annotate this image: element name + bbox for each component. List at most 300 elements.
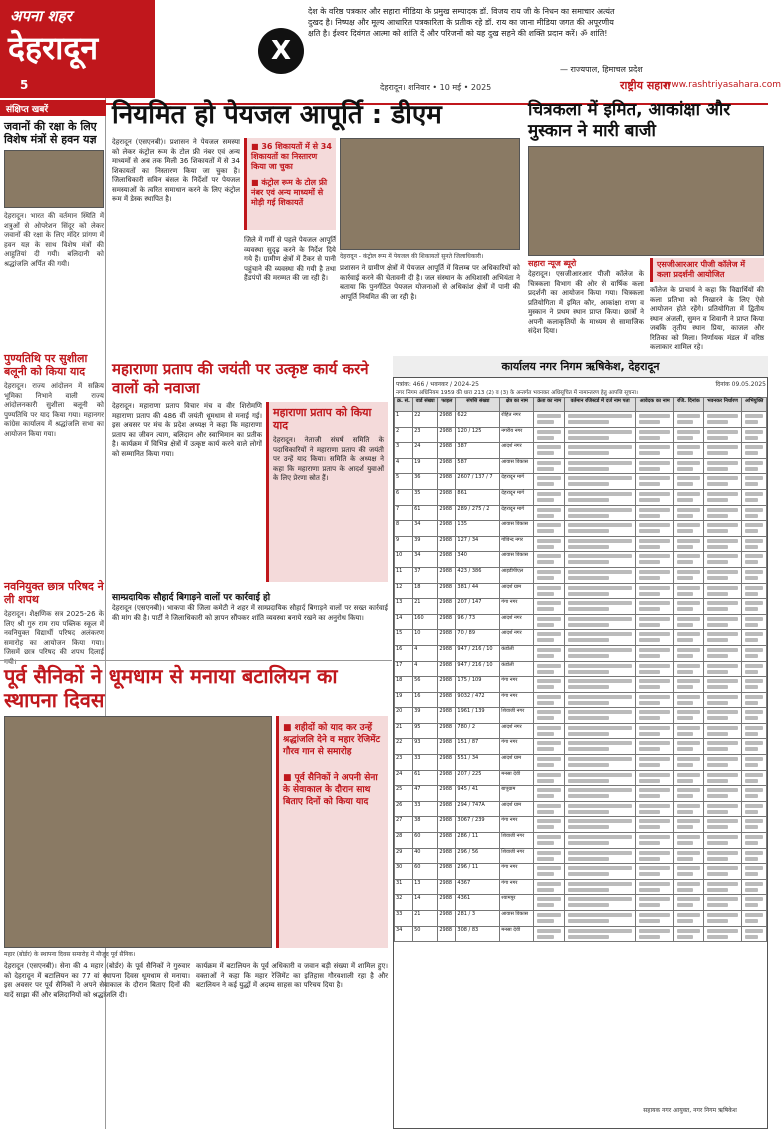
- bullet-icon: ■: [283, 723, 295, 733]
- notice-cell: 286 / 11: [456, 833, 500, 849]
- notice-row: [395, 661, 767, 677]
- notice-cell: कंडोली: [500, 661, 534, 677]
- notice-cell-text: [636, 412, 674, 428]
- notice-cell-text: [703, 770, 742, 786]
- text-line: [745, 476, 763, 480]
- text-line: [537, 445, 561, 449]
- notice-cell-text: [534, 708, 565, 724]
- quote-author: — राज्यपाल, हिमाचल प्रदेश: [560, 65, 643, 74]
- text-line: [639, 841, 660, 845]
- text-line: [537, 903, 554, 907]
- notice-cell-text: [636, 536, 674, 552]
- notice-cell: शिवाजी नगर: [500, 708, 534, 724]
- text-line: [707, 539, 739, 543]
- pratap-body: देहरादून। महाराणा प्रताप विचार मंच व वीर शिरोमणि महाराणा प्रताप की 486 वीं जयंती धूमधाम से मनाई गई। इस अवसर पर मंच के प्रदेश अध्यक्ष ने कहा कि महाराणा प्रताप का जीवन त्याग, बलिदान और स्वाभिमान का प्रतीक है। कार्यक्रम में विभिन्न क्षेत्रों में उत्कृष्ट कार्य करने वाले लोगों को सम्मानित किया गया।: [112, 402, 262, 458]
- text-line: [677, 445, 699, 449]
- text-line: [707, 576, 728, 580]
- text-line: [707, 726, 739, 730]
- text-line: [677, 882, 699, 886]
- notice-cell: 135: [456, 521, 500, 537]
- notice-cell: नगरीय नगर: [500, 427, 534, 443]
- pratap-box-body: देहरादून। नेताजी संघर्ष समिति के पदाधिकारियों ने महाराणा प्रताप की जयंती पर उन्हें याद किया। समिति के अध्यक्ष ने कहा कि महाराणा प्रताप के आदर्श युवाओं के लिए प्रेरणा स्रोत हैं।: [273, 436, 384, 482]
- text-line: [639, 851, 670, 855]
- text-line: [677, 476, 699, 480]
- text-line: [707, 664, 739, 668]
- text-line: [537, 545, 554, 549]
- text-line: [707, 779, 728, 783]
- text-line: [745, 482, 758, 486]
- text-line: [639, 498, 660, 502]
- notice-cell: 2988: [438, 864, 456, 880]
- notice-cell: 34: [413, 552, 438, 568]
- text-line: [745, 851, 763, 855]
- text-line: [745, 935, 758, 939]
- notice-cell: गंगा नगर: [500, 677, 534, 693]
- text-line: [707, 445, 739, 449]
- brief-news-header: संक्षिप्त खबरें: [0, 100, 106, 116]
- notice-cell-text: [674, 536, 703, 552]
- notice-row: [395, 692, 767, 708]
- notice-cell-text: [703, 505, 742, 521]
- notice-cell-text: [534, 739, 565, 755]
- veterans-photo-caption: महार (बोर्डर) के स्थापना दिवस समारोह में मौजूद पूर्व सैनिक।: [4, 951, 136, 958]
- text-line: [568, 482, 609, 486]
- text-line: [639, 623, 660, 627]
- text-line: [707, 685, 728, 689]
- text-line: [707, 430, 739, 434]
- notice-cell-text: [742, 879, 767, 895]
- text-line: [639, 664, 670, 668]
- notice-cell: 2988: [438, 412, 456, 428]
- text-line: [677, 430, 699, 434]
- notice-cell: 2988: [438, 926, 456, 942]
- veterans-body-2: कार्यक्रम में बटालियन के पूर्व अधिकारी व जवान बड़ी संख्या में शामिल हुए। वक्ताओं ने कहा कि महार रेजिमेंट का इतिहास गौरवशाली रहा है और बटालियन ने कई युद्धों में अदम्य साहस का परिचय दिया है।: [196, 962, 388, 989]
- text-line: [745, 773, 763, 777]
- notice-row: [395, 926, 767, 942]
- notice-cell: 31: [395, 879, 413, 895]
- notice-cell: 8: [395, 521, 413, 537]
- notice-table: [394, 397, 767, 1102]
- notice-row: [395, 536, 767, 552]
- page-number: 5: [20, 78, 29, 92]
- notice-cell-text: [565, 879, 636, 895]
- notice-cell-text: [674, 505, 703, 521]
- notice-cell-text: [565, 708, 636, 724]
- notice-cell: 780 / 2: [456, 723, 500, 739]
- notice-cell: 4361: [456, 895, 500, 911]
- notice-cell-text: [674, 864, 703, 880]
- text-line: [677, 467, 693, 471]
- notice-cell: 19: [413, 458, 438, 474]
- notice-cell-text: [674, 630, 703, 646]
- notice-cell-text: [565, 677, 636, 693]
- notice-cell: 27: [395, 817, 413, 833]
- notice-cell: 2988: [438, 630, 456, 646]
- harmony-body: देहरादून (एसएनबी)। भाकपा की जिला कमेटी ने शहर में साम्प्रदायिक सौहार्द बिगाड़ने वालों पर सख्त कार्रवाई की मांग की है। पार्टी ने जिलाधिकारी को ज्ञापन सौंपकर शांति व्यवस्था बनाये रखने का अनुरोध किया।: [112, 604, 388, 622]
- notice-cell: 4: [395, 458, 413, 474]
- text-line: [707, 716, 728, 720]
- notice-cell-text: [703, 801, 742, 817]
- notice-cell-text: [742, 895, 767, 911]
- notice-cell-text: [742, 458, 767, 474]
- text-line: [677, 623, 693, 627]
- text-line: [639, 695, 670, 699]
- notice-cell-text: [565, 521, 636, 537]
- notice-cell: 2988: [438, 786, 456, 802]
- notice-cell-text: [534, 489, 565, 505]
- text-line: [568, 882, 632, 886]
- notice-cell: 35: [413, 489, 438, 505]
- text-line: [639, 607, 660, 611]
- notice-cell-text: [742, 583, 767, 599]
- notice-cell-text: [674, 443, 703, 459]
- text-line: [639, 576, 660, 580]
- notice-cell: 2988: [438, 489, 456, 505]
- text-line: [745, 514, 758, 518]
- notice-cell-text: [742, 708, 767, 724]
- notice-cell-text: [534, 427, 565, 443]
- text-line: [537, 679, 561, 683]
- notice-cell-text: [565, 458, 636, 474]
- notice-cell: 38: [413, 817, 438, 833]
- notice-cell: 39: [413, 708, 438, 724]
- text-line: [707, 763, 728, 767]
- notice-cell: 13: [395, 599, 413, 615]
- text-line: [745, 607, 758, 611]
- text-line: [639, 648, 670, 652]
- text-line: [537, 913, 561, 917]
- notice-cell-text: [534, 692, 565, 708]
- notice-cell-text: [703, 536, 742, 552]
- text-line: [639, 451, 660, 455]
- notice-cell: देहरादून मार्ग: [500, 489, 534, 505]
- notice-cell-text: [742, 505, 767, 521]
- notice-cell-text: [674, 474, 703, 490]
- notice-cell-text: [703, 926, 742, 942]
- notice-cell-text: [534, 505, 565, 521]
- notice-cell-text: [565, 427, 636, 443]
- notice-cell: 4: [413, 645, 438, 661]
- notice-cell: गोविन्द नगर: [500, 536, 534, 552]
- text-line: [639, 554, 670, 558]
- text-line: [537, 451, 554, 455]
- text-line: [707, 607, 728, 611]
- text-line: [639, 919, 660, 923]
- text-line: [537, 794, 554, 798]
- notice-cell-text: [534, 723, 565, 739]
- text-line: [745, 716, 758, 720]
- lead-point-1: 36 शिकायतों में से 34 शिकायतों का निस्तारण किया जा चुका: [251, 142, 332, 171]
- notice-cell: आवास विकास: [500, 521, 534, 537]
- notice-cell: 25: [395, 786, 413, 802]
- text-line: [568, 498, 609, 502]
- notice-cell-text: [742, 536, 767, 552]
- notice-column-header: संपत्ति संख्या: [456, 398, 500, 412]
- notice-cell-text: [565, 848, 636, 864]
- notice-cell-text: [742, 474, 767, 490]
- notice-cell-text: [534, 879, 565, 895]
- notice-cell: 289 / 275 / 2: [456, 505, 500, 521]
- notice-cell-text: [703, 692, 742, 708]
- notice-cell: 2988: [438, 614, 456, 630]
- text-line: [568, 903, 609, 907]
- dateline: देहरादून। शनिवार • 10 मई • 2025: [380, 83, 492, 92]
- text-line: [537, 623, 554, 627]
- text-line: [537, 601, 561, 605]
- brief-story-3-body: देहरादून। शैक्षणिक सत्र 2025-26 के लिए श्री गुरु राम राय पब्लिक स्कूल में नवनियुक्त विद्यार्थी परिषद अलंकरण समारोह का आयोजन किया गया। जिसमें छात्र परिषद की शपथ दिलाई गयी।: [4, 610, 104, 666]
- notice-row: [395, 801, 767, 817]
- text-line: [707, 810, 728, 814]
- text-line: [707, 929, 739, 933]
- notice-cell: 33: [413, 801, 438, 817]
- text-line: [745, 732, 758, 736]
- text-line: [707, 679, 739, 683]
- text-line: [707, 935, 728, 939]
- text-line: [707, 514, 728, 518]
- text-line: [568, 420, 609, 424]
- notice-cell: 587: [456, 458, 500, 474]
- notice-cell: रोहित नगर: [500, 412, 534, 428]
- text-line: [707, 492, 739, 496]
- notice-cell: 21: [395, 723, 413, 739]
- text-line: [568, 560, 609, 564]
- text-line: [537, 819, 561, 823]
- text-line: [677, 757, 699, 761]
- notice-cell-text: [742, 926, 767, 942]
- notice-row: [395, 614, 767, 630]
- text-line: [707, 841, 728, 845]
- text-line: [537, 747, 554, 751]
- text-line: [677, 670, 693, 674]
- notice-cell: 2988: [438, 536, 456, 552]
- notice-cell-text: [703, 677, 742, 693]
- text-line: [568, 514, 609, 518]
- notice-cell-text: [636, 770, 674, 786]
- text-line: [677, 638, 693, 642]
- notice-cell-text: [703, 755, 742, 771]
- notice-cell-text: [534, 583, 565, 599]
- notice-cell-text: [674, 848, 703, 864]
- text-line: [568, 607, 609, 611]
- notice-cell-text: [674, 770, 703, 786]
- text-line: [745, 617, 763, 621]
- notice-row: [395, 864, 767, 880]
- text-line: [537, 825, 554, 829]
- notice-row: [395, 427, 767, 443]
- notice-cell-text: [674, 833, 703, 849]
- text-line: [568, 935, 609, 939]
- text-line: [537, 617, 561, 621]
- text-line: [568, 554, 632, 558]
- notice-cell: 61: [413, 505, 438, 521]
- text-line: [639, 492, 670, 496]
- lead-point-2: कंट्रोल रूम के टोल फ्री नंबर एवं अन्य माध्यमों से मोड़ी गई शिकायतें: [251, 178, 328, 207]
- text-line: [537, 664, 561, 668]
- notice-cell: कंडोली: [500, 645, 534, 661]
- text-line: [537, 773, 561, 777]
- website-link[interactable]: www.rashtriyasahara.com: [664, 80, 781, 90]
- text-line: [745, 788, 763, 792]
- text-line: [707, 476, 739, 480]
- brief-story-2: [4, 352, 104, 439]
- notice-cell-text: [565, 755, 636, 771]
- text-line: [568, 430, 632, 434]
- text-line: [745, 835, 763, 839]
- text-line: [568, 664, 632, 668]
- notice-cell-text: [703, 443, 742, 459]
- text-line: [707, 482, 728, 486]
- text-line: [677, 935, 693, 939]
- brief-story-3-headline: नवनियुक्त छात्र परिषद ने ली शपथ: [4, 580, 104, 606]
- notice-cell-text: [534, 864, 565, 880]
- text-line: [745, 592, 758, 596]
- notice-cell-text: [703, 645, 742, 661]
- notice-cell-text: [636, 879, 674, 895]
- text-line: [707, 545, 728, 549]
- notice-row: [395, 443, 767, 459]
- notice-cell-text: [534, 630, 565, 646]
- text-line: [537, 872, 554, 876]
- text-line: [707, 601, 739, 605]
- text-line: [568, 648, 632, 652]
- text-line: [677, 866, 699, 870]
- text-line: [677, 872, 693, 876]
- notice-cell: 1961 / 139: [456, 708, 500, 724]
- text-line: [568, 763, 609, 767]
- notice-cell: 2988: [438, 833, 456, 849]
- notice-cell-text: [636, 739, 674, 755]
- notice-cell-text: [636, 833, 674, 849]
- text-line: [677, 451, 693, 455]
- notice-cell: 387: [456, 443, 500, 459]
- notice-row: [395, 505, 767, 521]
- x-logo-icon: X: [258, 28, 304, 74]
- dm-control-room-photo: [340, 138, 520, 250]
- veterans-headline: पूर्व सैनिकों ने धूमधाम से मनाया बटालियन का स्थापना दिवस: [4, 664, 338, 712]
- veterans-point-1: शहीदों को याद कर उन्हें श्रद्धांजलि देने व महार रेजिमेंट गौरव गान से समारोह: [283, 723, 381, 757]
- text-line: [745, 492, 763, 496]
- text-line: [639, 747, 660, 751]
- notice-cell-text: [742, 489, 767, 505]
- text-line: [745, 414, 763, 418]
- text-line: [677, 732, 693, 736]
- text-line: [745, 576, 758, 580]
- brief-story-3: [4, 580, 104, 667]
- notice-cell-text: [674, 412, 703, 428]
- text-line: [707, 897, 739, 901]
- text-line: [639, 741, 670, 745]
- notice-cell-text: [674, 755, 703, 771]
- notice-cell: 423 / 386: [456, 567, 500, 583]
- text-line: [745, 560, 758, 564]
- notice-cell: 2988: [438, 755, 456, 771]
- notice-cell-text: [636, 848, 674, 864]
- notice-column-header: क्षेत्र का नाम: [500, 398, 534, 412]
- notice-column-header: फाइल: [438, 398, 456, 412]
- notice-cell: 26: [395, 801, 413, 817]
- notice-cell-text: [636, 864, 674, 880]
- text-line: [639, 420, 660, 424]
- text-line: [568, 835, 632, 839]
- text-line: [677, 514, 693, 518]
- notice-cell: 7: [395, 505, 413, 521]
- text-line: [745, 929, 763, 933]
- notice-cell-text: [565, 833, 636, 849]
- text-line: [745, 857, 758, 861]
- text-line: [707, 560, 728, 564]
- text-line: [745, 741, 763, 745]
- notice-cell-text: [742, 427, 767, 443]
- text-line: [639, 670, 660, 674]
- notice-cell-text: [703, 583, 742, 599]
- notice-row: [395, 458, 767, 474]
- text-line: [568, 716, 609, 720]
- notice-cell-text: [703, 864, 742, 880]
- text-line: [568, 701, 609, 705]
- notice-cell-text: [742, 739, 767, 755]
- text-line: [707, 804, 739, 808]
- text-line: [707, 757, 739, 761]
- text-line: [677, 461, 699, 465]
- text-line: [568, 523, 632, 527]
- text-line: [677, 851, 699, 855]
- notice-cell-text: [636, 427, 674, 443]
- notice-column-header: रजि. दिनांक: [674, 398, 703, 412]
- notice-cell-text: [742, 412, 767, 428]
- text-line: [639, 825, 660, 829]
- pratap-headline: महाराणा प्रताप की जयंती पर उत्कृष्ट कार्य करने वालों को नवाजा: [112, 360, 369, 397]
- notice-cell-text: [674, 817, 703, 833]
- text-line: [677, 420, 693, 424]
- notice-cell-text: [674, 427, 703, 443]
- notice-cell-text: [636, 552, 674, 568]
- notice-cell: 160: [413, 614, 438, 630]
- notice-row: [395, 770, 767, 786]
- text-line: [537, 929, 561, 933]
- notice-cell: आदर्श नगर: [500, 630, 534, 646]
- notice-cell-text: [674, 708, 703, 724]
- notice-column-header: अभियुक्ति: [742, 398, 767, 412]
- notice-cell-text: [636, 489, 674, 505]
- text-line: [537, 508, 561, 512]
- notice-cell-text: [534, 848, 565, 864]
- brief-story-1-body: देहरादून। भारत की वर्तमान स्थिति में शत्रुओं से ओपरेशन सिंदूर को लेकर जवानों की रक्षा के लिए मंदिर प्रांगण में हवन यज्ञ के साथ विशेष मंत्रों की आहुतियां दी गयी। बलिदानी को श्रद्धांजलि अर्पित की गयी।: [4, 212, 104, 268]
- text-line: [639, 794, 660, 798]
- pratap-box: [266, 402, 388, 582]
- text-line: [537, 857, 554, 861]
- text-line: [639, 430, 670, 434]
- notice-cell: 551 / 34: [456, 755, 500, 771]
- notice-cell: 33: [413, 755, 438, 771]
- text-line: [639, 467, 660, 471]
- notice-cell-text: [636, 801, 674, 817]
- notice-cell-text: [742, 801, 767, 817]
- notice-cell: 2988: [438, 458, 456, 474]
- text-line: [537, 670, 554, 674]
- text-line: [677, 763, 693, 767]
- notice-cell: 47: [413, 786, 438, 802]
- text-line: [639, 819, 670, 823]
- notice-cell-text: [703, 599, 742, 615]
- notice-cell-text: [565, 926, 636, 942]
- notice-cell: 22: [395, 739, 413, 755]
- text-line: [707, 498, 728, 502]
- text-line: [677, 601, 699, 605]
- notice-cell: 381 / 44: [456, 583, 500, 599]
- text-line: [745, 903, 758, 907]
- text-line: [639, 436, 660, 440]
- notice-cell: 40: [413, 848, 438, 864]
